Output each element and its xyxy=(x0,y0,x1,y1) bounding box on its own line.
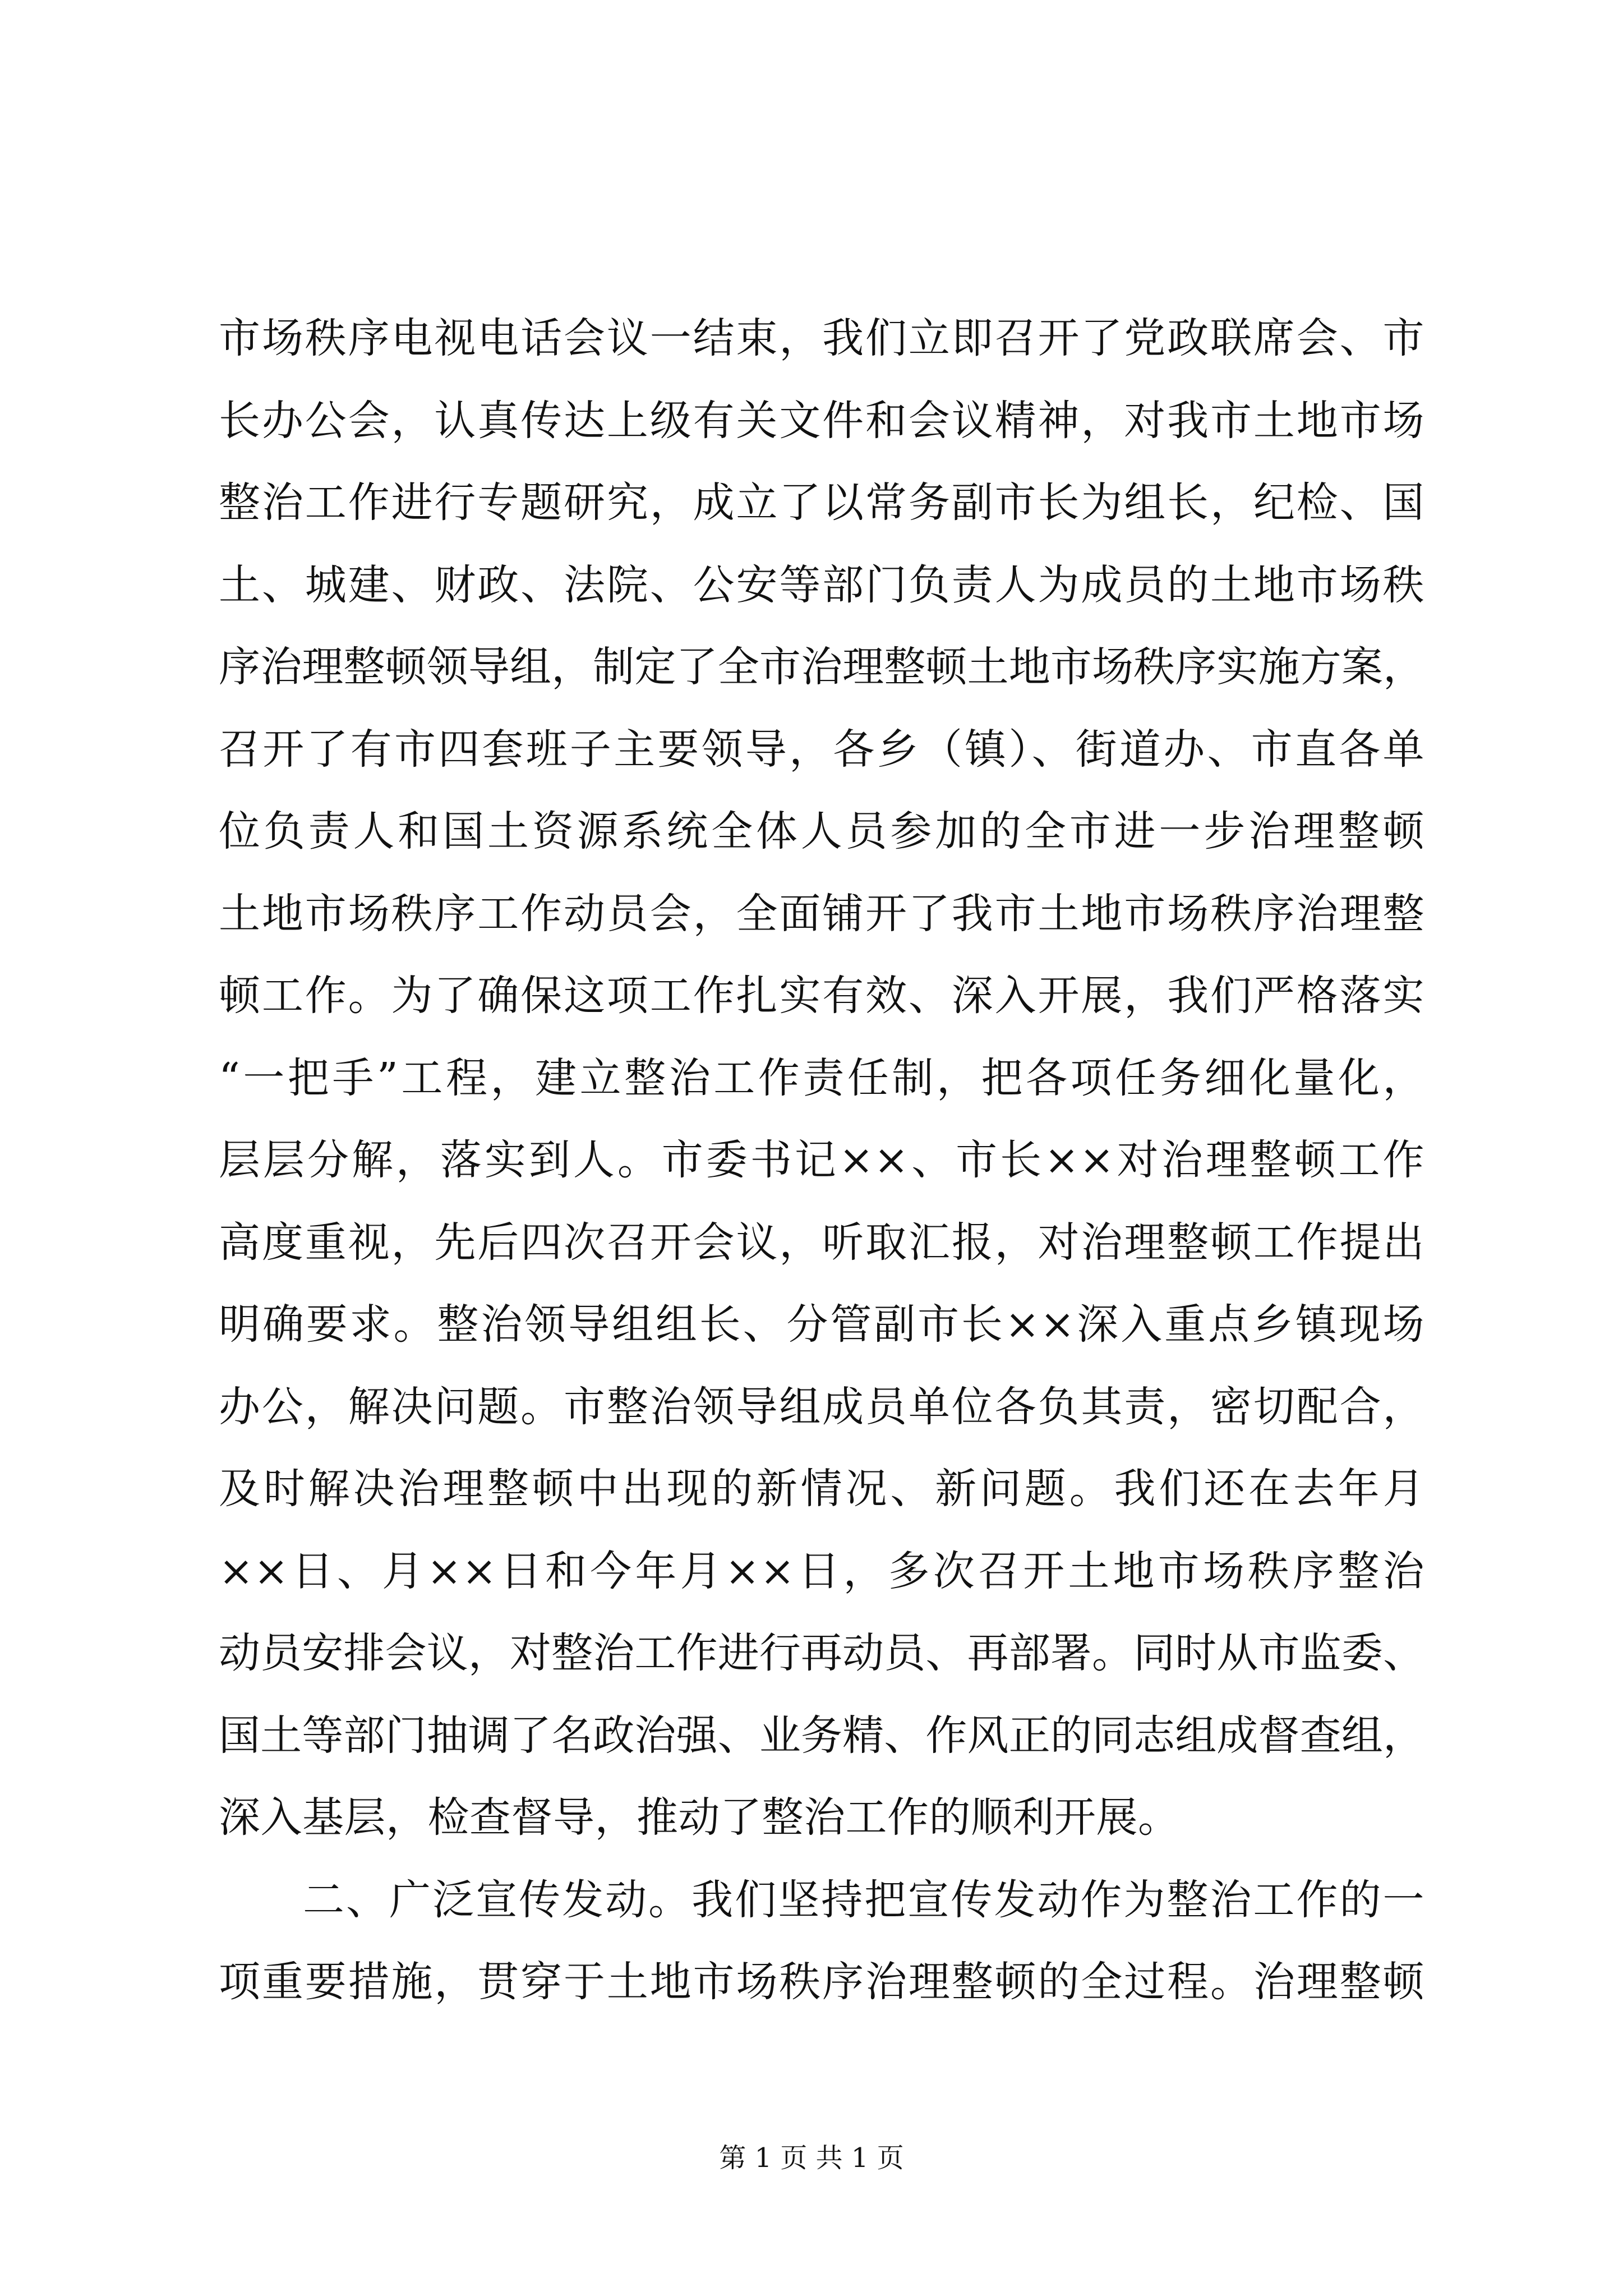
text-line: 顿工作。为了确保这项工作扎实有效、深入开展，我们严格落实 xyxy=(219,972,1424,1020)
text-line: 序治理整顿领导组，制定了全市治理整顿土地市场秩序实施方案， xyxy=(219,643,1424,691)
text-line: 动员安排会议，对整治工作进行再动员、再部署。同时从市监委、 xyxy=(219,1629,1424,1677)
document-body xyxy=(219,297,1424,2023)
page-footer xyxy=(0,2136,1623,2175)
text-line: 高度重视，先后四次召开会议，听取汇报，对治理整顿工作提出 xyxy=(219,1218,1424,1267)
text-line: 明确要求。整治领导组组长、分管副市长××深入重点乡镇现场 xyxy=(219,1300,1424,1349)
text-line: 办公，解决问题。市整治领导组成员单位各负其责，密切配合， xyxy=(219,1382,1424,1431)
page-number-label: 第 1 页 共 1 页 xyxy=(719,2142,904,2174)
text-line: 及时解决治理整顿中出现的新情况、新问题。我们还在去年月 xyxy=(219,1465,1424,1513)
text-line: 召开了有市四套班子主要领导，各乡（镇）、街道办、市直各单 xyxy=(219,725,1424,774)
text-line: 长办公会，认真传达上级有关文件和会议精神，对我市土地市场 xyxy=(219,396,1424,445)
text-line: 整治工作进行专题研究，成立了以常务副市长为组长，纪检、国 xyxy=(219,478,1424,527)
text-line: 层层分解，落实到人。市委书记××、市长××对治理整顿工作 xyxy=(219,1136,1424,1184)
text-line: 市场秩序电视电话会议一结束，我们立即召开了党政联席会、市 xyxy=(219,314,1424,362)
text-line: 国土等部门抽调了名政治强、业务精、作风正的同志组成督查组， xyxy=(219,1711,1424,1760)
text-line: 土地市场秩序工作动员会，全面铺开了我市土地市场秩序治理整 xyxy=(219,889,1424,938)
text-line: 位负责人和国土资源系统全体人员参加的全市进一步治理整顿 xyxy=(219,807,1424,855)
paragraph-start-line: 二、广泛宣传发动。我们坚持把宣传发动作为整治工作的一 xyxy=(303,1875,1424,1924)
text-line: 土、城建、财政、法院、公安等部门负责人为成员的土地市场秩 xyxy=(219,560,1424,609)
text-line: “一把手”工程，建立整治工作责任制，把各项任务细化量化， xyxy=(219,1053,1424,1102)
text-line: 深入基层，检查督导，推动了整治工作的顺利开展。 xyxy=(219,1793,1180,1842)
text-line: ××日、月××日和今年月××日，多次召开土地市场秩序整治 xyxy=(219,1547,1424,1595)
text-line: 项重要措施，贯穿于土地市场秩序治理整顿的全过程。治理整顿 xyxy=(219,1958,1424,2006)
